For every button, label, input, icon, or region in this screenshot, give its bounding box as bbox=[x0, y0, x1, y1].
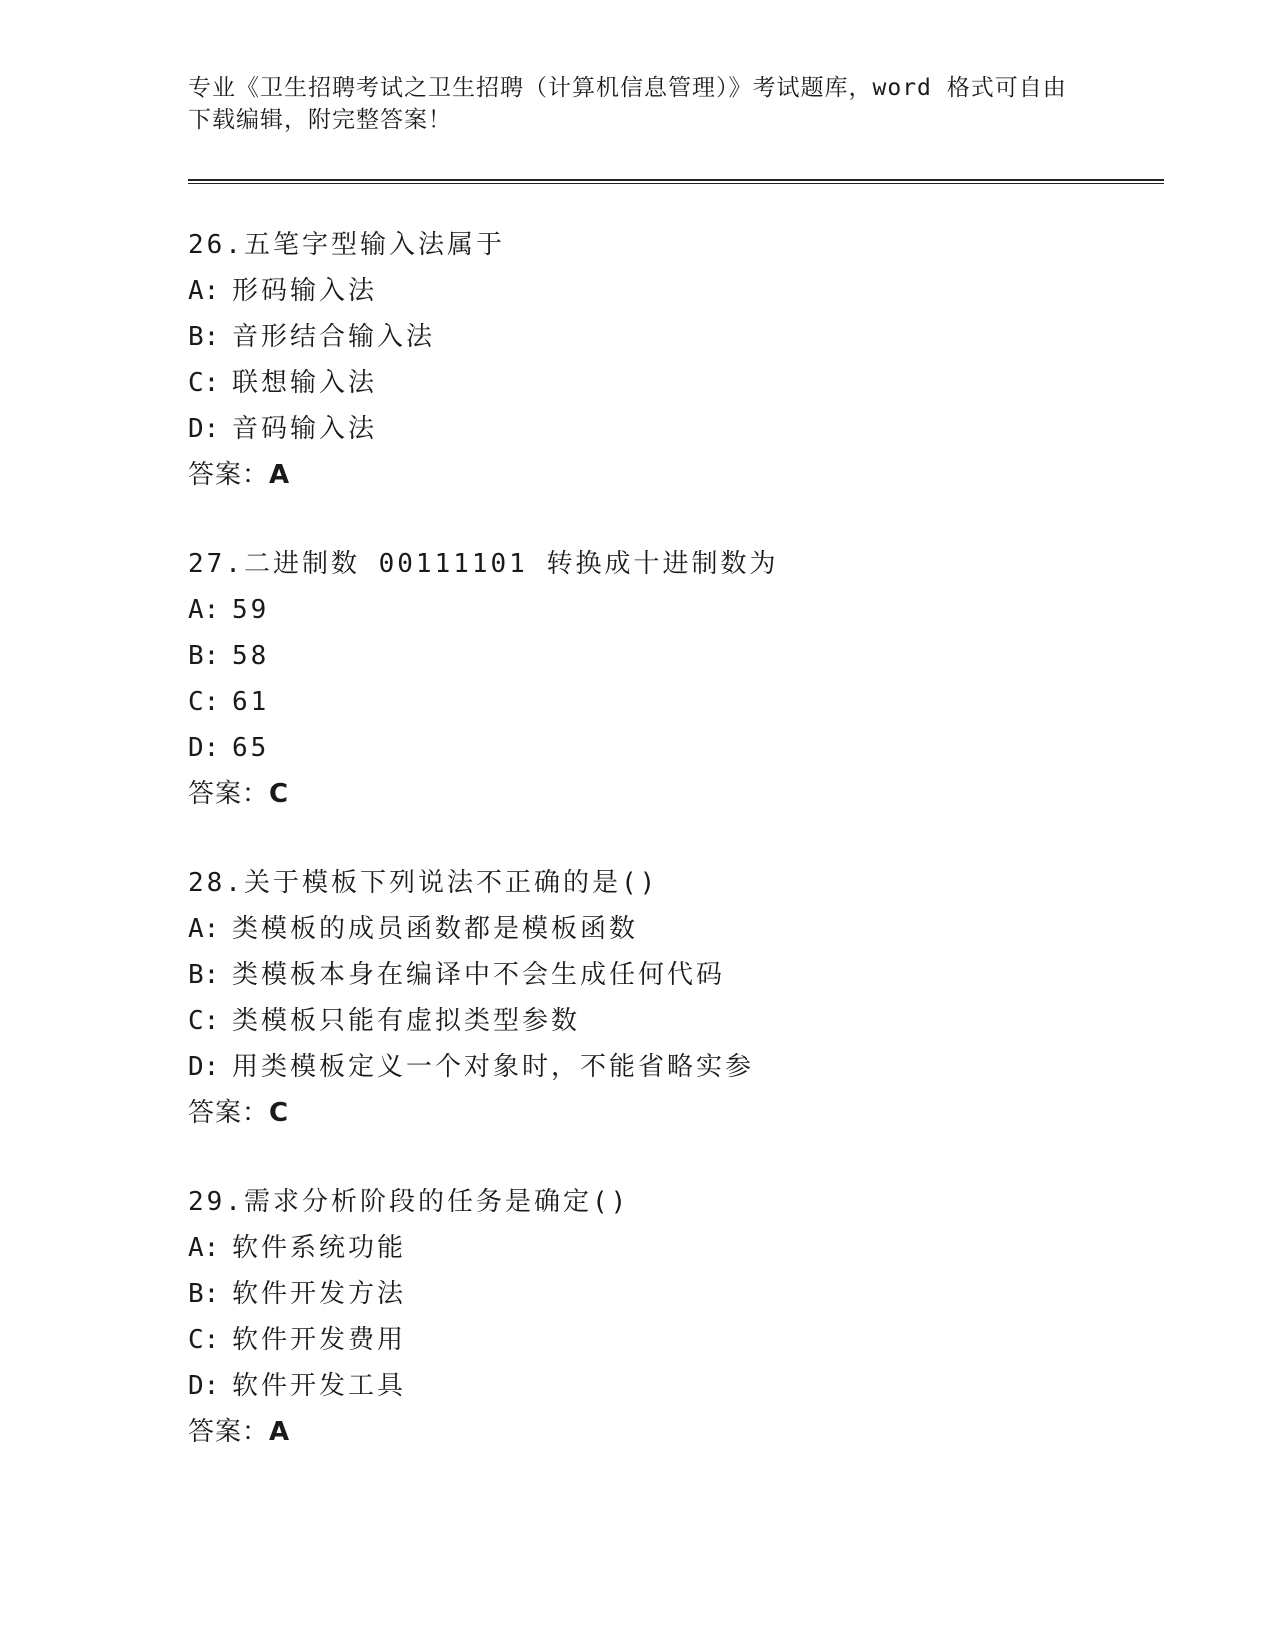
option-text: 形码输入法 bbox=[232, 276, 378, 306]
option-text: 软件开发方法 bbox=[232, 1279, 407, 1309]
option-b bbox=[188, 633, 1188, 679]
option-text: 类模板本身在编译中不会生成任何代码 bbox=[232, 960, 726, 990]
answer-label: 答案： bbox=[188, 1417, 270, 1447]
answer-label: 答案： bbox=[188, 779, 270, 809]
question-title: 26.五笔字型输入法属于 bbox=[188, 230, 505, 260]
question-block bbox=[188, 222, 1188, 498]
option-c bbox=[188, 998, 1188, 1044]
option-text: 类模板只能有虚拟类型参数 bbox=[232, 1006, 581, 1036]
option-b bbox=[188, 314, 1188, 360]
option-key: B: bbox=[188, 641, 220, 671]
option-b bbox=[188, 952, 1188, 998]
option-b bbox=[188, 1271, 1188, 1317]
answer-line bbox=[188, 1090, 1188, 1136]
option-d bbox=[188, 406, 1188, 452]
question-title: 27.二进制数 00111101 转换成十进制数为 bbox=[188, 549, 779, 579]
option-c bbox=[188, 360, 1188, 406]
option-text: 软件系统功能 bbox=[232, 1233, 407, 1263]
option-key: C: bbox=[188, 1325, 220, 1355]
option-key: D: bbox=[188, 1052, 220, 1082]
answer-value: A bbox=[269, 1417, 291, 1447]
option-text: 类模板的成员函数都是模板函数 bbox=[232, 914, 639, 944]
answer-line bbox=[188, 1409, 1188, 1455]
option-c bbox=[188, 679, 1188, 725]
question-block bbox=[188, 1179, 1188, 1455]
option-a bbox=[188, 587, 1188, 633]
option-key: D: bbox=[188, 1371, 220, 1401]
answer-line bbox=[188, 452, 1188, 498]
option-a bbox=[188, 906, 1188, 952]
option-text: 联想输入法 bbox=[232, 368, 378, 398]
question-block bbox=[188, 541, 1188, 817]
option-text: 软件开发费用 bbox=[232, 1325, 407, 1355]
answer-value: C bbox=[269, 779, 290, 809]
option-text: 音码输入法 bbox=[232, 414, 378, 444]
question-block bbox=[188, 860, 1188, 1136]
option-text: 65 bbox=[232, 733, 270, 763]
option-key: A: bbox=[188, 1233, 220, 1263]
option-d bbox=[188, 725, 1188, 771]
option-text: 用类模板定义一个对象时，不能省略实参 bbox=[232, 1052, 755, 1082]
option-a bbox=[188, 1225, 1188, 1271]
option-key: A: bbox=[188, 595, 220, 625]
answer-value: A bbox=[269, 460, 291, 490]
option-text: 61 bbox=[232, 687, 270, 717]
question-title: 29.需求分析阶段的任务是确定() bbox=[188, 1187, 630, 1217]
option-key: C: bbox=[188, 1006, 220, 1036]
header-divider bbox=[188, 179, 1164, 184]
option-text: 59 bbox=[232, 595, 270, 625]
option-key: A: bbox=[188, 276, 220, 306]
option-c bbox=[188, 1317, 1188, 1363]
option-key: B: bbox=[188, 960, 220, 990]
answer-label: 答案： bbox=[188, 460, 270, 490]
option-d bbox=[188, 1363, 1188, 1409]
option-key: B: bbox=[188, 322, 220, 352]
question-title: 28.关于模板下列说法不正确的是() bbox=[188, 868, 659, 898]
option-key: A: bbox=[188, 914, 220, 944]
answer-label: 答案： bbox=[188, 1098, 270, 1128]
option-d bbox=[188, 1044, 1188, 1090]
answer-line bbox=[188, 771, 1188, 817]
document-intro: 专业《卫生招聘考试之卫生招聘（计算机信息管理）》考试题库，word 格式可自由下载编辑，附完整答案！ bbox=[188, 75, 1067, 133]
option-key: C: bbox=[188, 687, 220, 717]
option-key: D: bbox=[188, 733, 220, 763]
option-key: D: bbox=[188, 414, 220, 444]
option-text: 音形结合输入法 bbox=[232, 322, 436, 352]
answer-value: C bbox=[269, 1098, 290, 1128]
option-a bbox=[188, 268, 1188, 314]
option-text: 软件开发工具 bbox=[232, 1371, 407, 1401]
option-key: B: bbox=[188, 1279, 220, 1309]
option-text: 58 bbox=[232, 641, 270, 671]
option-key: C: bbox=[188, 368, 220, 398]
